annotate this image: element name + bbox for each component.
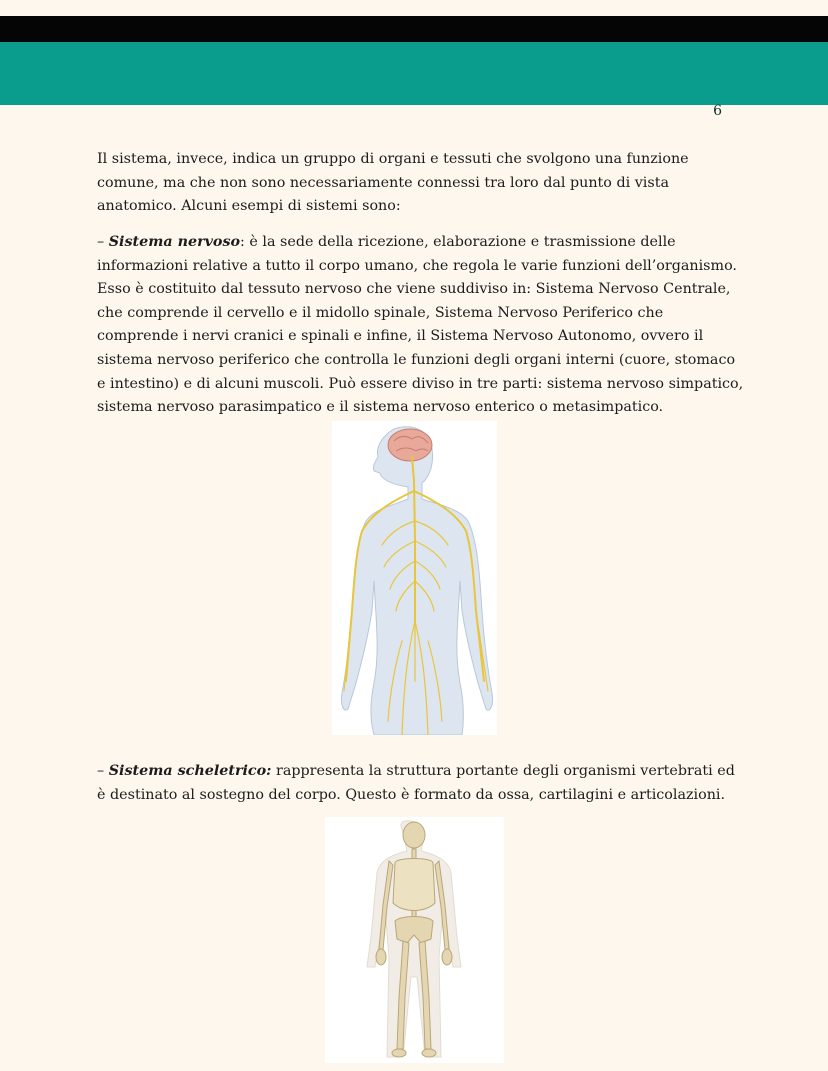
paragraph-intro: Il sistema, invece, indica un gruppo di organi e tessuti che svolgono una funzione comune, ma che non sono necessariamente connessi tra loro dal punto di vista anatomico. Alcuni esempi di sistemi sono: bbox=[97, 151, 689, 215]
nervous-system-illustration bbox=[332, 421, 497, 735]
list-dash: – bbox=[97, 234, 109, 250]
header-band bbox=[0, 42, 828, 119]
term-skeletal-system: Sistema scheletrico: bbox=[108, 763, 272, 779]
skeletal-system-illustration bbox=[325, 817, 504, 1063]
nervous-system-description: : è la sede della ricezione, elaborazione e trasmissione delle informazioni relative a tutto il corpo umano, che regola le varie funzioni dell’organismo. Esso è costituito dal tessuto nervoso che viene suddiviso in: Sistema Nervoso Centrale, che comprende il cervello e il midollo spinale, Sistema Nervoso Periferico che comprende i nervi cranici e spinali e infine, il Sistema Nervoso Autonomo, ovvero il sistema nervoso periferico che controlla le funzioni degli organi interni (cuore, stomaco e intestino) e di alcuni muscoli. Può essere diviso in tre parti: sistema nervoso simpatico, sistema nervoso parasimpatico e il sistema nervoso enterico o metasimpatico. bbox=[97, 234, 744, 416]
page-number: 6 bbox=[713, 103, 722, 119]
skeletal-system-description: rappresenta la struttura portante degli organismi vertebrati ed è destinato al sostegno del corpo. Questo è formato da ossa, cartilagini e articolazioni. bbox=[97, 763, 735, 803]
paragraph-skeletal-system bbox=[97, 760, 747, 807]
paragraph-nervous-system bbox=[97, 231, 747, 420]
top-black-bar bbox=[0, 16, 828, 42]
term-nervous-system: Sistema nervoso bbox=[108, 234, 241, 250]
list-dash: – bbox=[97, 763, 109, 779]
